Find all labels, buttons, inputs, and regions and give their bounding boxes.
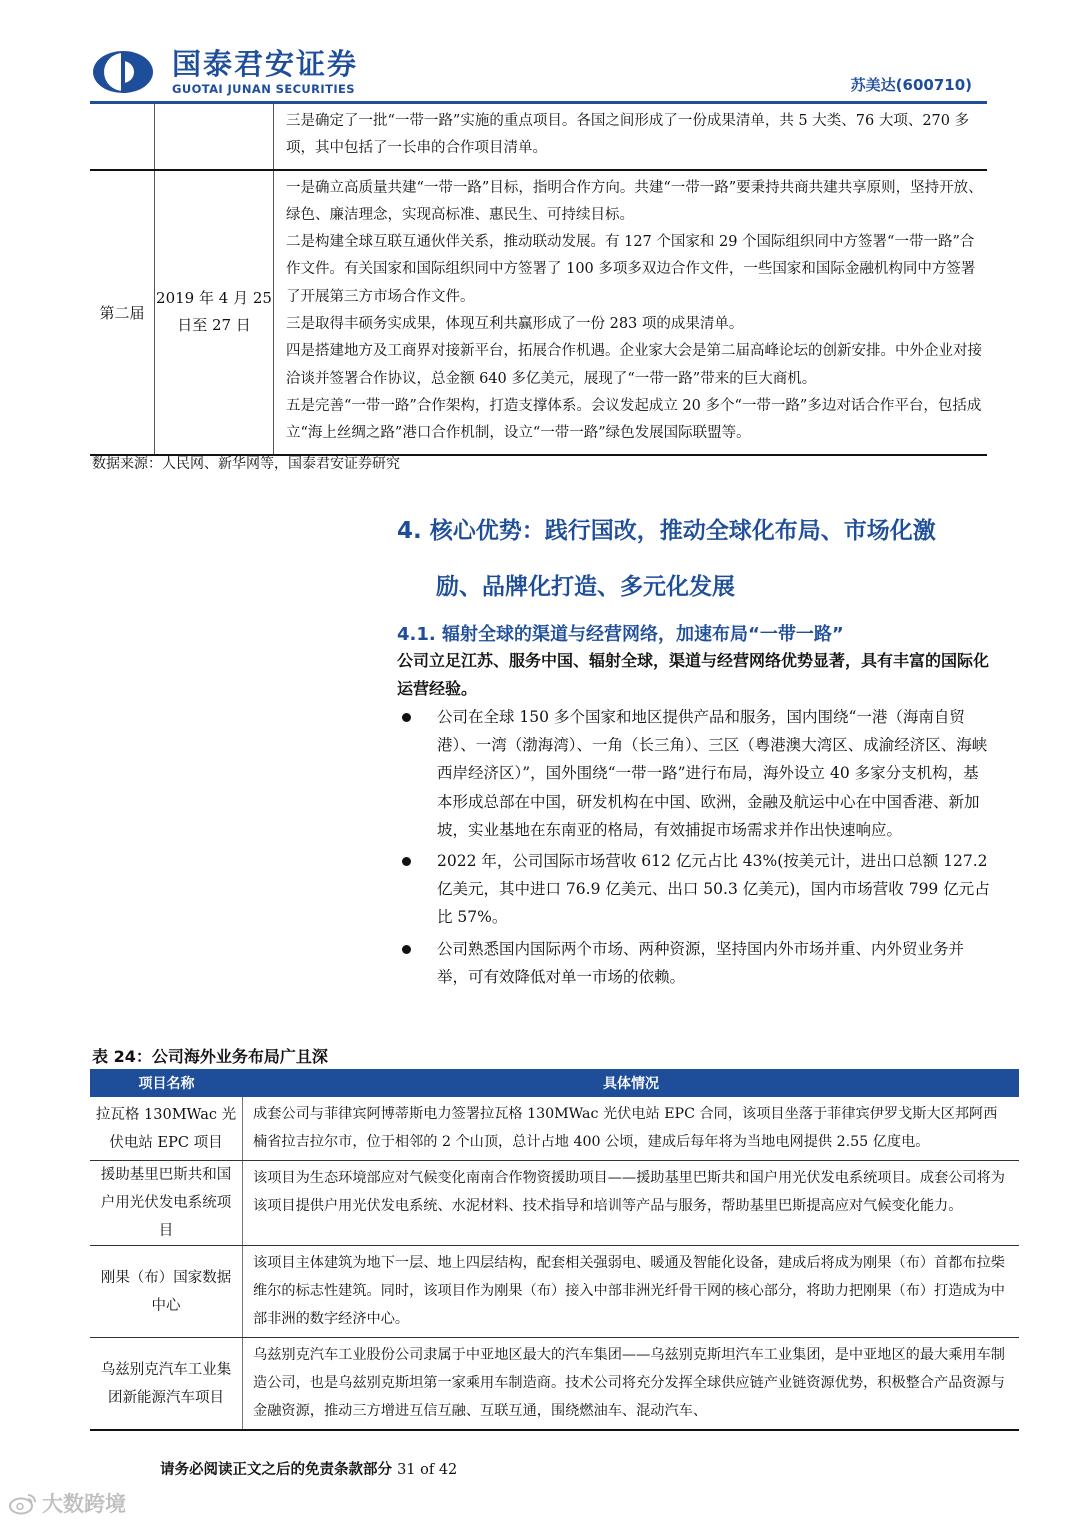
list-item [397,847,990,932]
table-row [90,1161,1019,1246]
section-heading: 4. 核心优势：践行国改，推动全球化布局、市场化激 [397,518,936,544]
list-item [397,935,990,991]
result-item: 四是搭建地方及工商界对接新平台，拓展合作机遇。企业家大会是第二届高峰论坛的创新安排。中外企业对接洽谈并签署合作协议，总金额 640 多亿美元，展现了“一带一路”带来的巨大商机。 [286,343,982,387]
project-name-cell: 乌兹别克汽车工业集团新能源汽车项目 [90,1338,243,1429]
project-name-cell: 刚果（布）国家数据中心 [90,1246,243,1337]
table-row [90,104,987,171]
table-caption: 表 24：公司海外业务布局广且深 [92,1047,328,1066]
bullet-list [397,703,990,994]
bullet-dot-icon [402,713,411,722]
table-row [90,1246,1019,1338]
overseas-business-table [90,1069,1019,1431]
result-item: 五是完善“一带一路”合作架构，打造支撑体系。会议发起成立 20 多个“一带一路”多边对话合作平台，包括成立“海上丝绸之路”港口合作机制，设立“一带一路”绿色发展国际联盟等。 [286,397,982,442]
table-row [90,171,987,456]
column-header: 项目名称 [138,1076,195,1092]
project-detail-cell: 该项目为生态环境部应对气候变化南南合作物资援助项目——援助基里巴斯共和国户用光伏发电系统项目。成套公司将为该项目提供户用光伏发电系统、水泥材料、技术指导和培训等产品与服务，帮助基里巴斯提高应对气候变化能力。 [253,1170,1005,1214]
subsection-heading: 4.1. 辐射全球的渠道与经营网络，加速布局“一带一路” [397,624,844,645]
date-cell [155,104,274,169]
table-row [90,1097,1019,1161]
section-heading-continued: 励、品牌化打造、多元化发展 [436,574,735,600]
results-cell [274,171,986,454]
company-ticker: 苏美达(600710) [850,76,972,94]
brand-name-en: GUOTAI JUNAN SECURITIES [172,82,355,96]
column-header: 具体情况 [603,1076,659,1092]
table-row [90,1338,1019,1431]
session-cell: 第二届 [90,171,155,454]
results-cell [274,104,986,169]
result-item: 二是构建全球互联互通伙伴关系，推动联动发展。有 127 个国家和 29 个国际组织同中方签署“一带一路”合作文件。有关国家和国际组织同中方签署了 100 多项多双边合作文件，一些国家和国际金融机构同中方签署了开展第三方市场合作文件。 [286,234,976,305]
table-header [90,1069,1019,1097]
project-detail-cell: 该项目主体建筑为地下一层、地上四层结构，配套相关强弱电、暖通及智能化设备，建成后将成为刚果（布）首都布拉柴维尔的标志性建筑。同时，该项目作为刚果（布）接入中部非洲光纤骨干网的核心部分，将助力把刚果（布）打造成为中部非洲的数字经济中心。 [253,1255,1005,1327]
date-cell: 2019 年 4 月 25 日至 27 日 [155,171,274,454]
result-item: 三是取得丰硕务实成果，体现互利共赢形成了一份 283 项的成果清单。 [286,316,744,333]
disclaimer-text: 请务必阅读正文之后的免责条款部分 [160,1462,392,1478]
project-name-cell: 援助基里巴斯共和国户用光伏发电系统项目 [90,1161,243,1245]
list-item [397,703,990,844]
guotai-junan-logo-icon [92,50,154,94]
watermark [8,1488,126,1518]
bullet-dot-icon [402,945,411,954]
result-item: 三是确定了一批“一带一路”实施的重点项目。各国之间形成了一份成果清单，共 5 大类、76 大项、270 多项，其中包括了一长串的合作项目清单。 [286,113,970,157]
bullet-dot-icon [402,857,411,866]
forum-results-table [90,104,987,456]
page-footer [160,1458,457,1479]
weibo-icon [8,1491,38,1515]
result-item: 一是确立高质量共建“一带一路”目标，指明合作方向。共建“一带一路”要秉持共商共建共享原则，坚持开放、绿色、廉洁理念，实现高标准、惠民生、可持续目标。 [286,179,983,223]
project-name-cell: 拉瓦格 130MWac 光伏电站 EPC 项目 [90,1097,243,1160]
page-number: 31 of 42 [397,1462,458,1478]
bullet-text: 公司熟悉国内国际两个市场、两种资源，坚持国内外市场并重、内外贸业务并举，可有效降低对单一市场的依赖。 [437,939,965,986]
lead-paragraph: 公司立足江苏、服务中国、辐射全球，渠道与经营网络优势显著，具有丰富的国际化运营经验。 [397,651,990,698]
bullet-text: 2022 年，公司国际市场营收 612 亿元占比 43%(按美元计，进出口总额 127.2 亿美元，其中进口 76.9 亿美元、出口 50.3 亿美元)，国内市场营收 799 亿元占比 57%。 [437,852,990,927]
brand-name-cn: 国泰君安证券 [172,47,359,81]
bullet-text: 公司在全球 150 多个国家和地区提供产品和服务，国内围绕“一港（海南自贸港）、一湾（渤海湾）、一角（长三角）、三区（粤港澳大湾区、成渝经济区、海峡西岸经济区）”，国外围绕“一带一路”进行布局，海外设立 40 多家分支机构，基本形成总部在中国，研发机构在中国、欧洲，金融及航运中心在中国香港、新加坡，实业基地在东南亚的格局，有效捕捉市场需求并作出快速响应。 [437,708,988,839]
watermark-text: 大数跨境 [42,1492,126,1516]
session-cell [90,104,155,169]
project-detail-cell: 成套公司与菲律宾阿博蒂斯电力签署拉瓦格 130MWac 光伏电站 EPC 合同，该项目坐落于菲律宾伊罗戈斯大区邦阿西楠省拉吉拉尔市，位于相邻的 2 个山顶，总计占地 400 公顷，建成后每年将为当地电网提供 2.55 亿度电。 [253,1106,998,1150]
data-source-note: 数据来源：人民网、新华网等，国泰君安证券研究 [92,456,400,472]
project-detail-cell: 乌兹别克汽车工业股份公司隶属于中亚地区最大的汽车集团——乌兹别克斯坦汽车工业集团，是中亚地区的最大乘用车制造公司，也是乌兹别克斯坦第一家乘用车制造商。技术公司将充分发挥全球供应链产业链资源优势，积极整合产品资源与金融资源，推动三方增进互信互融、互联互通，围绕燃油车、混动汽车、 [253,1347,1005,1419]
